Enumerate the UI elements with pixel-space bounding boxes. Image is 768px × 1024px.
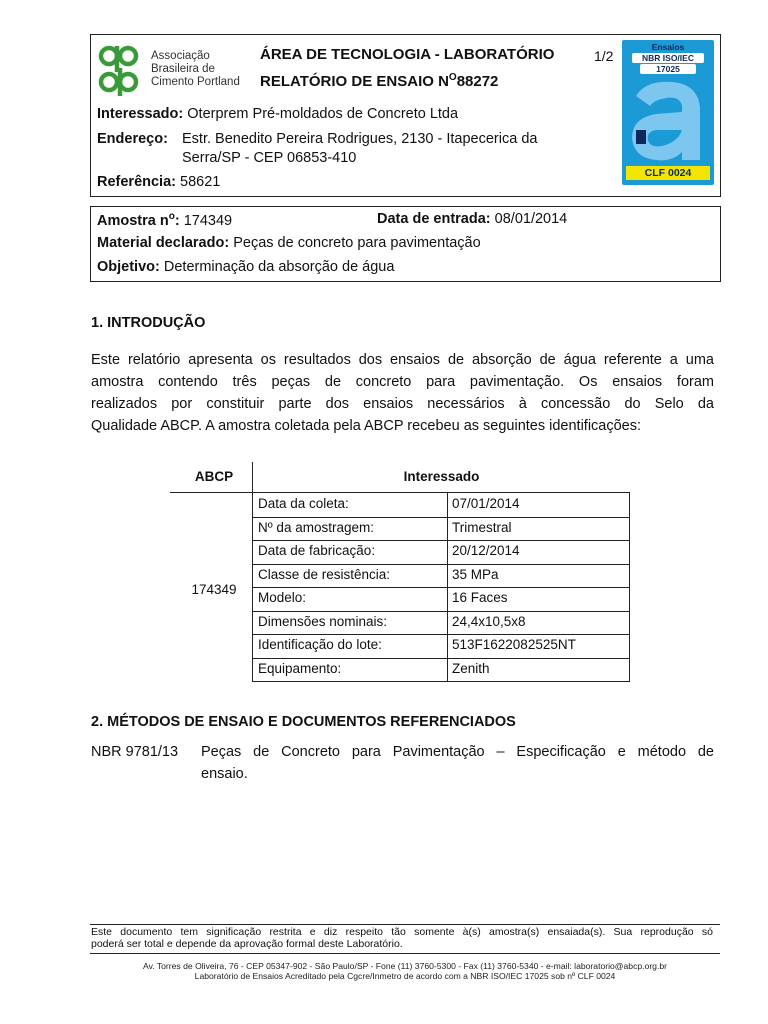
page-number: 1/2 (594, 48, 614, 64)
endereco-label: Endereço: (97, 131, 168, 147)
table-row-label: Equipamento: (258, 660, 342, 676)
footer-divider (90, 924, 720, 925)
footer-divider-2 (90, 953, 720, 954)
table-row-label: Nº da amostragem: (258, 519, 374, 535)
table-row-value: 20/12/2014 (452, 543, 520, 558)
table-header-interessado: Interessado (403, 469, 480, 484)
table-row-value: 513F1622082525NT (452, 637, 576, 652)
logo-text-line3: Cimento Portland (151, 76, 240, 88)
section1-heading: 1. INTRODUÇÃO (91, 315, 206, 331)
table-right-border (629, 493, 630, 681)
table-row-divider (252, 517, 630, 518)
table-row-divider (252, 587, 630, 588)
footer-notice-line2: poderá ser total e depende da aprovação formal deste Laboratório. (91, 938, 403, 950)
intro-line1: Este relatório apresenta os resultados dos ensaios de absorção de água referente a uma (91, 352, 714, 368)
table-header-abcp: ABCP (194, 469, 234, 484)
section2-heading: 2. MÉTODOS DE ENSAIO E DOCUMENTOS REFERENCIADOS (91, 714, 516, 730)
logo-text-line2: Brasileira de (151, 63, 215, 75)
table-row-value: Zenith (452, 660, 490, 676)
accreditation-badge (622, 40, 714, 185)
report-number-title: RELATÓRIO DE ENSAIO $N^O88272$ (260, 72, 499, 90)
endereco-line2: Serra/SP - CEP 06853-410 (182, 150, 357, 166)
table-row-label: Data da coleta: (258, 496, 349, 511)
objetivo-row: Objetivo: Determinação da absorção de água (97, 259, 395, 275)
material-row: Material declarado: Peças de concreto para pavimentação (97, 235, 481, 251)
table-row-label: Dimensões nominais: (258, 613, 388, 629)
table-row-value: 16 Faces (452, 590, 508, 605)
amostra-row: Amostra $n^o$: 174349 (97, 211, 233, 229)
footer-address (80, 961, 730, 981)
endereco-line1: Estr. Benedito Pereira Rodrigues, 2130 - Itapecerica da (182, 131, 538, 147)
badge-line2: NBR ISO/IEC (632, 53, 704, 63)
table-row-divider (252, 634, 630, 635)
table-row-value: 24,4x10,5x8 (452, 613, 526, 629)
badge-line3: 17025 (640, 64, 696, 74)
referencia-row: Referência: 58621 (97, 174, 221, 190)
footer-notice-line1: Este documento tem significação restrita e diz respeito tão somente à(s) amostra(s) ensaiada(s). Sua reprodução só (91, 926, 713, 938)
badge-a-mark-icon (626, 78, 710, 164)
table-row-value: 35 MPa (452, 566, 499, 582)
table-row-divider (252, 658, 630, 659)
intro-line2: amostra contendo três peças de concreto para pavimentação. Os ensaios foram (91, 374, 714, 390)
report-area-title: ÁREA DE TECNOLOGIA - LABORATÓRIO (260, 46, 555, 63)
table-row-label: Data de fabricação: (258, 543, 376, 558)
table-row-divider (252, 540, 630, 541)
intro-line4: Qualidade ABCP. A amostra coletada pela ABCP recebeu as seguintes identificações: (91, 418, 642, 434)
table-abcp-value: 174349 (191, 582, 237, 597)
table-row-divider (252, 564, 630, 565)
table-row-label: Modelo: (258, 590, 307, 605)
badge-code: CLF 0024 (626, 166, 710, 180)
table-row-value: Trimestral (452, 519, 512, 535)
badge-line1: Ensaios (651, 42, 685, 52)
table-header-line (170, 492, 630, 493)
footer-address-line2: Laboratório de Ensaios Acreditado pela Cgcre/Inmetro de acordo com a NBR ISO/IEC 17025 sob nº CLF 0024 (194, 971, 616, 981)
footer-address-line1: Av. Torres de Oliveira, 76 - CEP 05347-902 - São Paulo/SP - Fone (11) 3760-5300 - Fax (11) 3760-5340 - e-mail: laboratorio@abcp.org.br (143, 961, 667, 971)
table-row-value: 07/01/2014 (452, 496, 520, 511)
reference-title-line1: Peças de Concreto para Pavimentação – Especificação e método de (201, 744, 714, 760)
reference-title-line2: ensaio. (201, 766, 248, 782)
footer-notice (91, 926, 713, 950)
logo-text-line1: Associação (151, 50, 210, 62)
intro-line3: realizados por constituir parte dos ensaios necessários à concessão do Selo da (91, 396, 714, 412)
table-row-label: Classe de resistência: (258, 566, 391, 582)
table-column-divider (447, 493, 448, 681)
table-row-divider (252, 611, 630, 612)
data-entrada-row: Data de entrada: 08/01/2014 (377, 211, 568, 227)
table-divider-abcp (252, 462, 253, 681)
reference-code: NBR 9781/13 (91, 744, 179, 760)
table-bottom-line (252, 681, 630, 682)
table-row-label: Identificação do lote: (258, 637, 382, 652)
interessado-row: Interessado: Oterprem Pré-moldados de Concreto Ltda (97, 106, 459, 122)
abcp-logo-icon (96, 42, 144, 98)
